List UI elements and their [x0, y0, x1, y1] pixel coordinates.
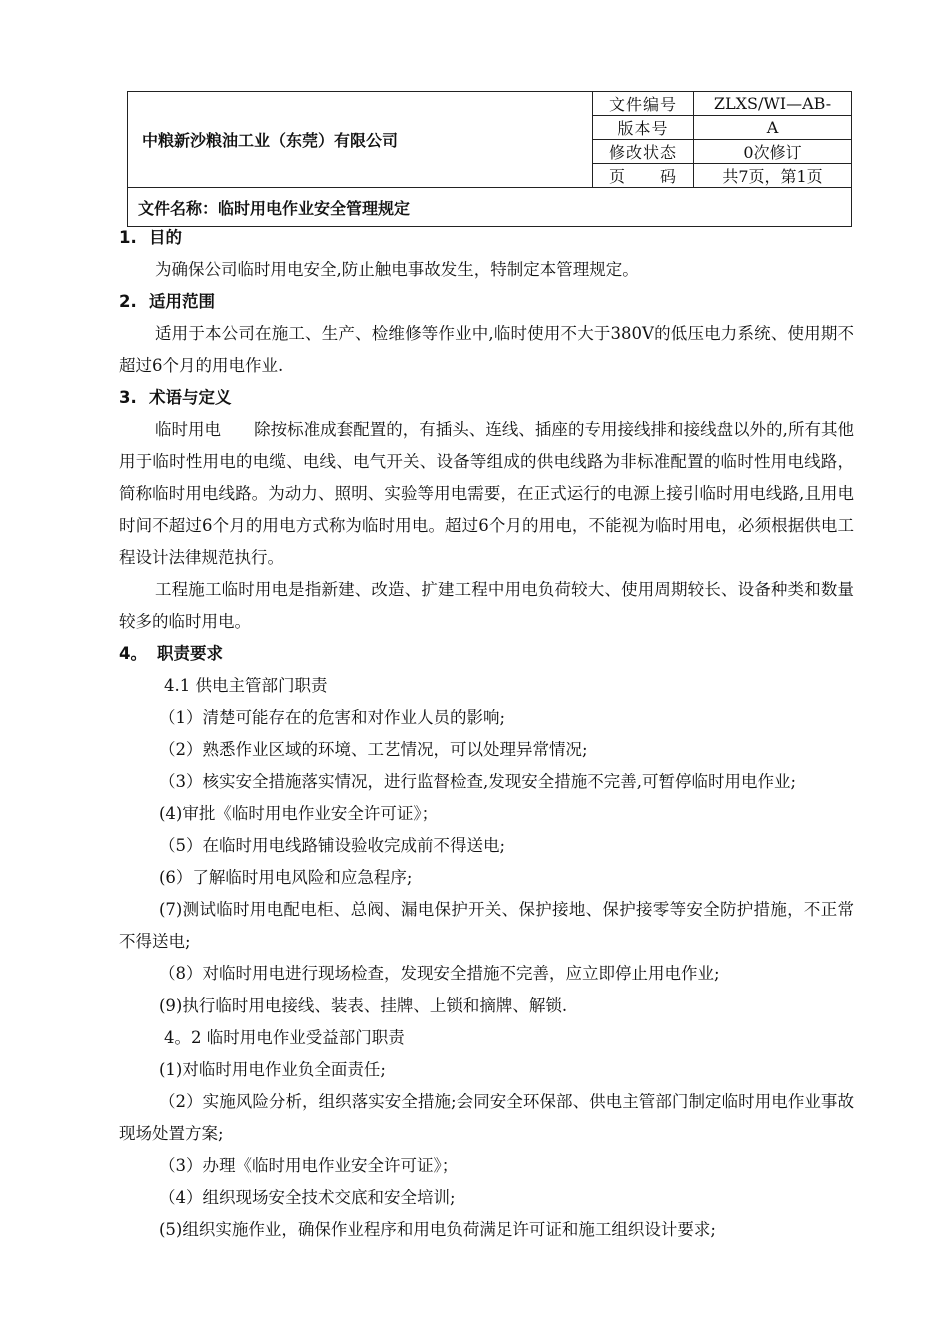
list-item: (7)测试临时用电配电柜、总阀、漏电保护开关、保护接地、保护接零等安全防护措施，不正常不得送电; — [119, 900, 854, 951]
section-title: 职责要求 — [157, 644, 223, 663]
subsection-title-power-dept: 4.1 供电主管部门职责 — [164, 676, 328, 695]
list-item: (6）了解临时用电风险和应急程序; — [159, 868, 413, 887]
section-heading-scope — [119, 286, 854, 318]
subsection-title-beneficiary-dept: 4。2 临时用电作业受益部门职责 — [164, 1028, 405, 1047]
revision-label: 修改状态 — [593, 140, 694, 164]
list-item: （3）核实安全措施落实情况，进行监督检查,发现安全措施不完善,可暂停临时用电作业; — [159, 772, 797, 791]
list-item: (4)审批《临时用电作业安全许可证》； — [159, 804, 439, 823]
document-title: 文件名称：临时用电作业安全管理规定 — [128, 188, 852, 227]
page-label: 页 码 — [593, 164, 694, 188]
list-item: （8）对临时用电进行现场检查，发现安全措施不完善，应立即停止用电作业; — [159, 964, 720, 983]
section-number: 4。 — [119, 644, 147, 663]
list-item: （4）组织现场安全技术交底和安全培训; — [159, 1188, 456, 1207]
document-body — [119, 222, 854, 1246]
doc-number-label: 文件编号 — [593, 92, 694, 116]
paragraph-purpose: 为确保公司临时用电安全,防止触电事故发生，特制定本管理规定。 — [155, 260, 639, 279]
paragraph-definition-construction-power: 工程施工临时用电是指新建、改造、扩建工程中用电负荷较大、使用周期较长、设备种类和数量较多的临时用电。 — [119, 580, 854, 631]
section-number: 1. — [119, 228, 137, 247]
list-item: (9)执行临时用电接线、装表、挂牌、上锁和摘牌、解锁. — [159, 996, 568, 1015]
section-number: 2. — [119, 292, 137, 311]
section-title: 适用范围 — [149, 292, 215, 311]
list-item: （5）在临时用电线路铺设验收完成前不得送电; — [159, 836, 506, 855]
paragraph-scope: 适用于本公司在施工、生产、检维修等作业中,临时使用不大于380V的低压电力系统、使用期不超过6个月的用电作业. — [119, 324, 854, 375]
list-item: （2）实施风险分析，组织落实安全措施;会同安全环保部、供电主管部门制定临时用电作业事故现场处置方案; — [119, 1092, 854, 1143]
section-title: 术语与定义 — [149, 388, 232, 407]
section-heading-responsibilities — [119, 638, 854, 670]
list-item: （2）熟悉作业区域的环境、工艺情况，可以处理异常情况; — [159, 740, 588, 759]
version-label: 版本号 — [593, 116, 694, 140]
list-item: （3）办理《临时用电作业安全许可证》； — [159, 1156, 459, 1175]
list-item: （1）清楚可能存在的危害和对作业人员的影响; — [159, 708, 506, 727]
document-header-table — [127, 91, 852, 227]
list-item: (1)对临时用电作业负全面责任; — [159, 1060, 386, 1079]
doc-number-value: ZLXS/WI—AB- — [694, 92, 852, 116]
company-name: 中粮新沙粮油工业（东莞）有限公司 — [128, 92, 593, 188]
revision-value: 0次修订 — [694, 140, 852, 164]
section-title: 目的 — [149, 228, 182, 247]
section-heading-terms — [119, 382, 854, 414]
list-item: (5)组织实施作业，确保作业程序和用电负荷满足许可证和施工组织设计要求; — [159, 1220, 716, 1239]
section-heading-purpose — [119, 222, 854, 254]
paragraph-definition-temporary-power: 临时用电 除按标准成套配置的，有插头、连线、插座的专用接线排和接线盘以外的,所有其他用于临时性用电的电缆、电线、电气开关、设备等组成的供电线路为非标准配置的临时性用电线路，简称临时用电线路。为动力、照明、实验等用电需要，在正式运行的电源上接引临时用电线路,且用电时间不超过6个月的用电方式称为临时用电。超过6个月的用电，不能视为临时用电，必须根据供电工程设计法律规范执行。 — [119, 420, 854, 567]
section-number: 3. — [119, 388, 137, 407]
page-value: 共7页，第1页 — [694, 164, 852, 188]
version-value: A — [694, 116, 852, 140]
